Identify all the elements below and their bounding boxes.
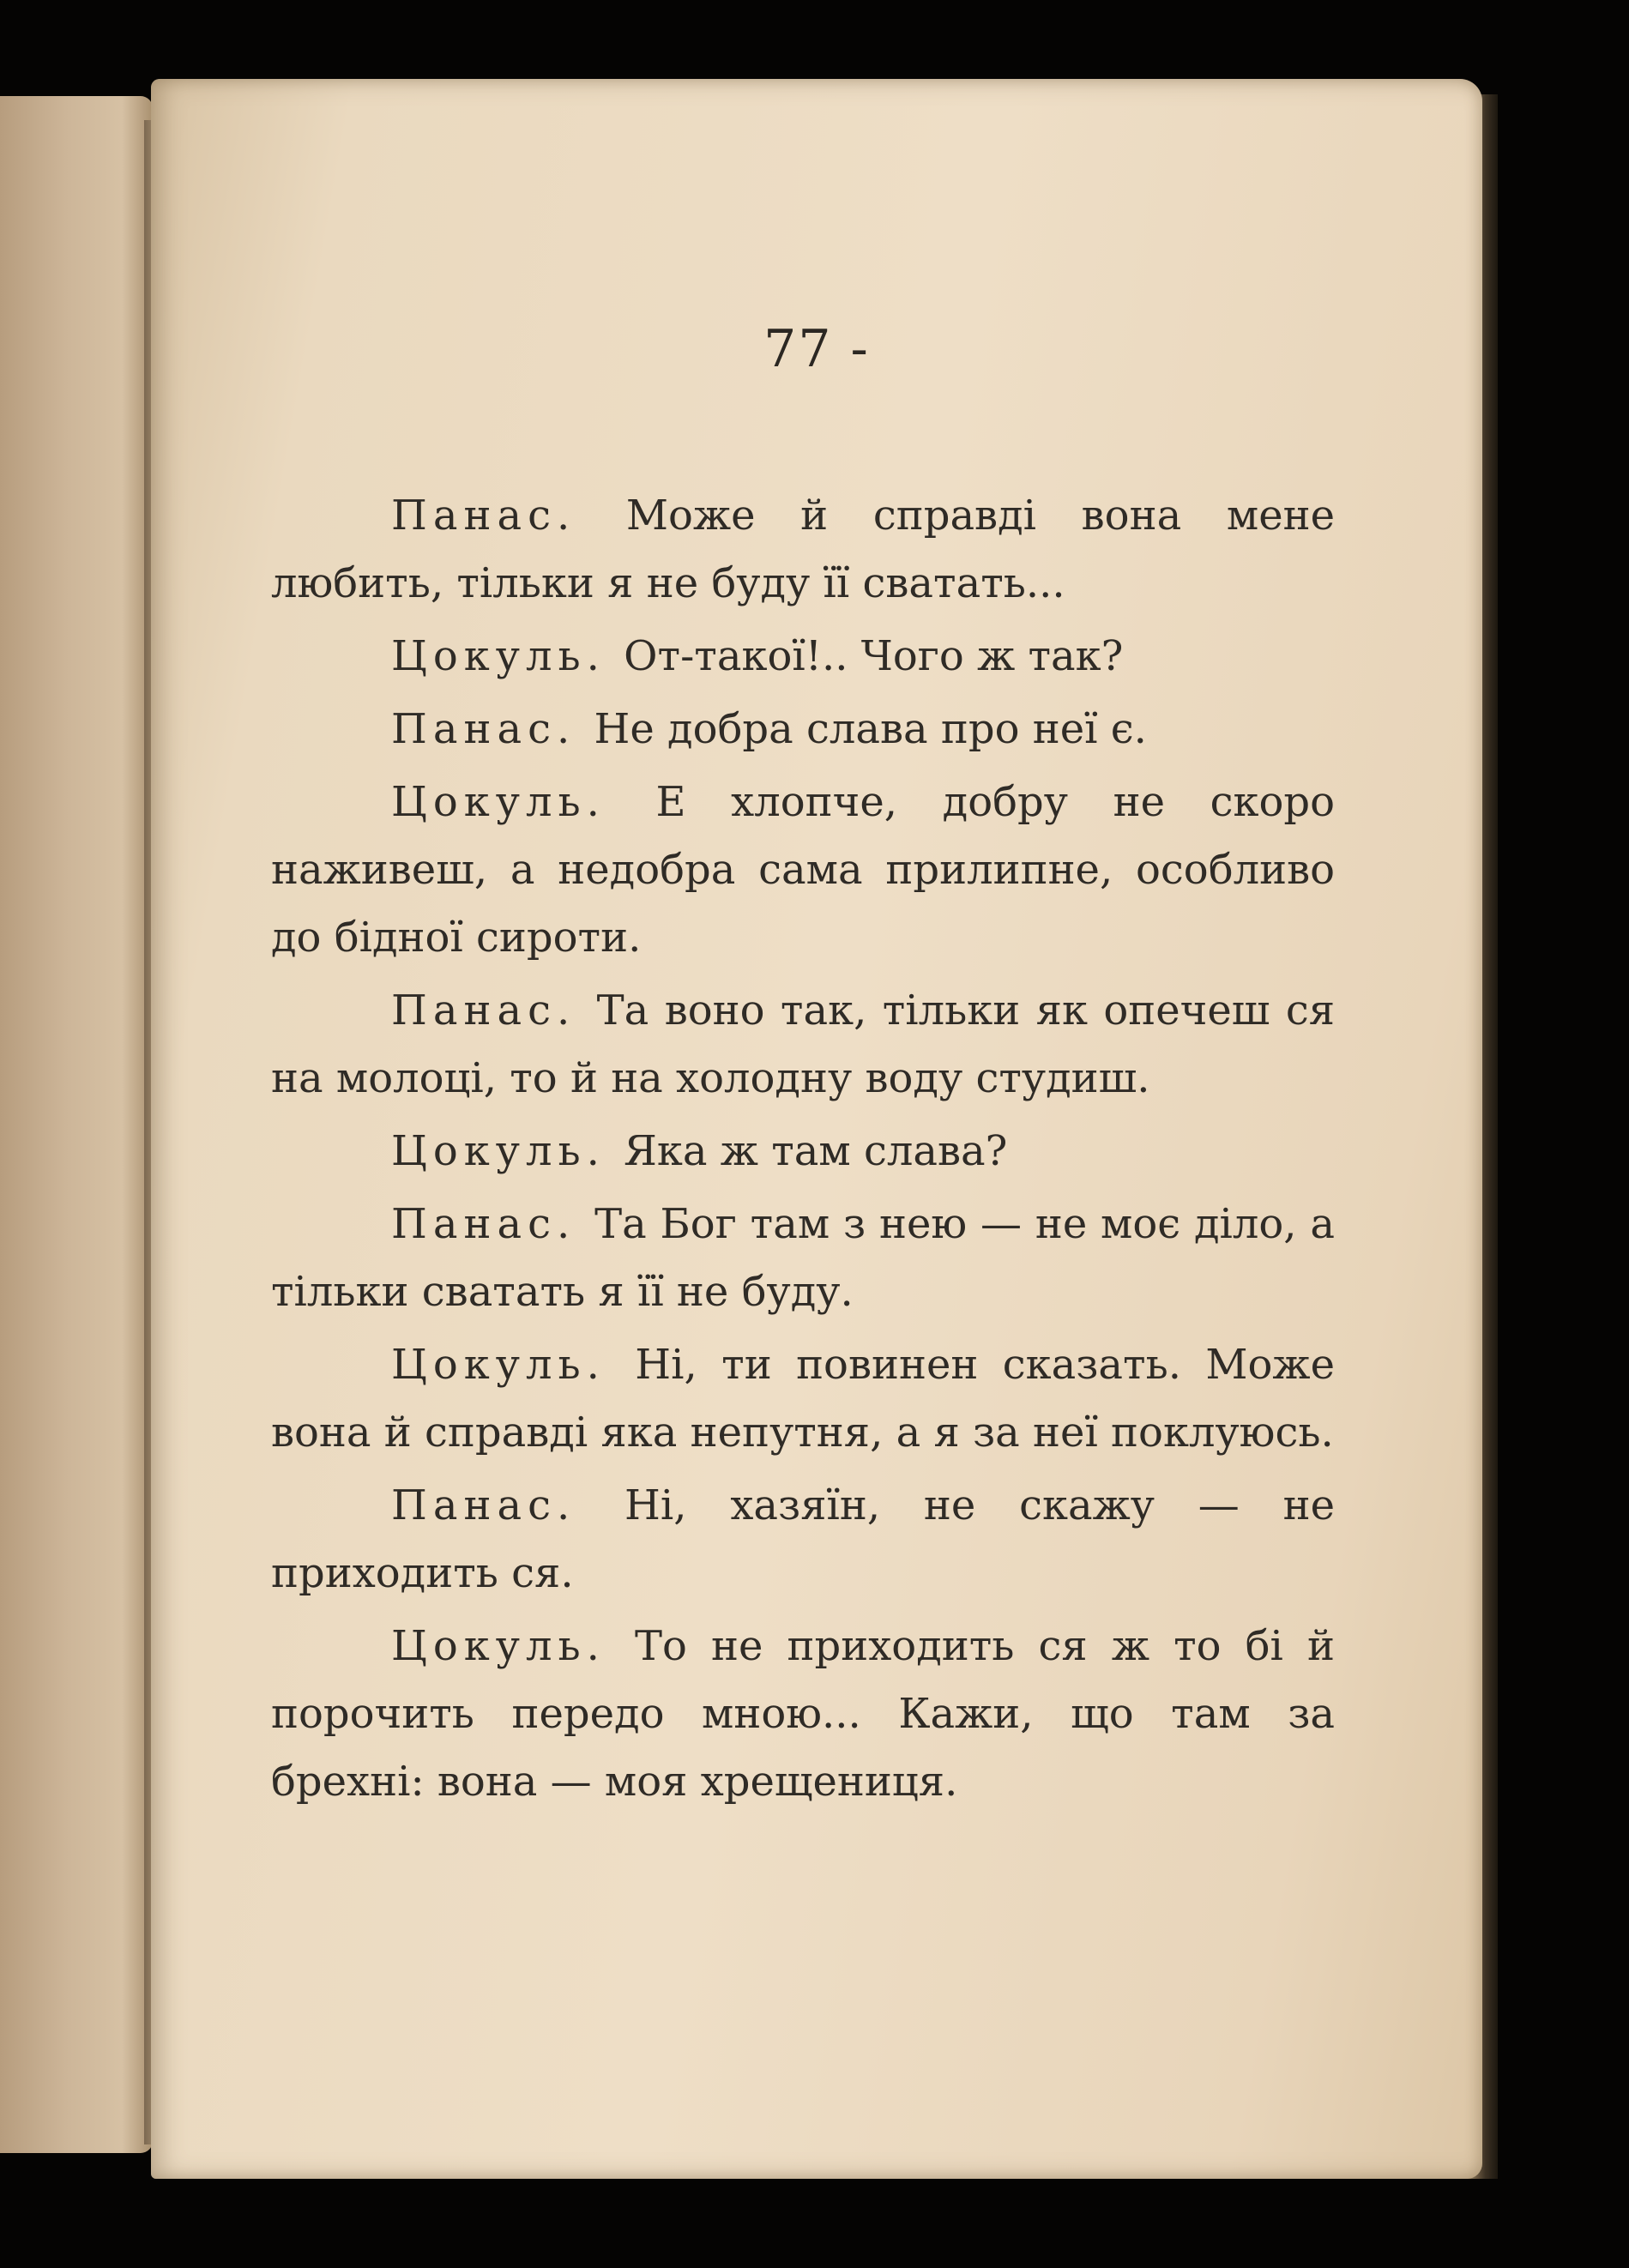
dialogue-paragraph: [271, 1118, 1335, 1185]
speaker-name: Цокуль.: [391, 632, 606, 680]
speech-text: Яка ж там слава?: [624, 1127, 1008, 1175]
dialogue-paragraph: [271, 977, 1335, 1113]
book-page: [151, 79, 1482, 2179]
dialogue-paragraph: [271, 1191, 1335, 1326]
speaker-name: Панас.: [391, 705, 576, 753]
speaker-name: Цокуль.: [391, 778, 606, 826]
speaker-name: Цокуль.: [391, 1341, 606, 1389]
speaker-name: Панас.: [391, 986, 576, 1034]
speech-text: Не добра слава про неї є.: [594, 705, 1147, 753]
dialogue-paragraph: [271, 1613, 1335, 1816]
dialogue-paragraph: [271, 769, 1335, 972]
speech-text: Та воно так, тільки як опечеш ся на молоці, то й на холодну воду студиш.: [271, 986, 1336, 1102]
speech-text: То не приходить ся ж то бі й порочить передо мною... Кажи, що там за брехні: вона — моя хрещениця.: [271, 1622, 1335, 1806]
speech-text: Ні, хазяїн, не скажу — не приходить ся.: [271, 1481, 1335, 1597]
speech-text: Е хлопче, добру не скоро наживеш, а недобра сама прилипне, особливо до бідної сироти.: [271, 778, 1335, 962]
dialogue-paragraph: [271, 623, 1335, 691]
speaker-name: Панас.: [391, 492, 576, 540]
page-number: 77 -: [763, 319, 870, 379]
dialogue-paragraph: [271, 482, 1335, 618]
speech-text: Та Бог там з нею — не моє діло, а тільки сватать я її не буду.: [271, 1200, 1335, 1316]
dialogue-paragraph: [271, 1331, 1335, 1467]
dialogue-paragraph: [271, 696, 1335, 763]
speech-text: Може й справді вона мене любить, тільки я не буду її сватать...: [271, 492, 1335, 607]
speaker-name: Панас.: [391, 1200, 576, 1248]
speech-text: Ні, ти повинен сказать. Може вона й справді яка непутня, а я за неї поклуюсь.: [271, 1341, 1335, 1457]
speaker-name: Цокуль.: [391, 1622, 606, 1670]
speaker-name: Цокуль.: [391, 1127, 606, 1175]
speech-text: От-такої!.. Чого ж так?: [624, 632, 1124, 680]
dialogue-paragraph: [271, 1472, 1335, 1608]
facing-page-left: [0, 96, 153, 2153]
dialogue-text: [271, 482, 1335, 1821]
speaker-name: Панас.: [391, 1481, 576, 1529]
